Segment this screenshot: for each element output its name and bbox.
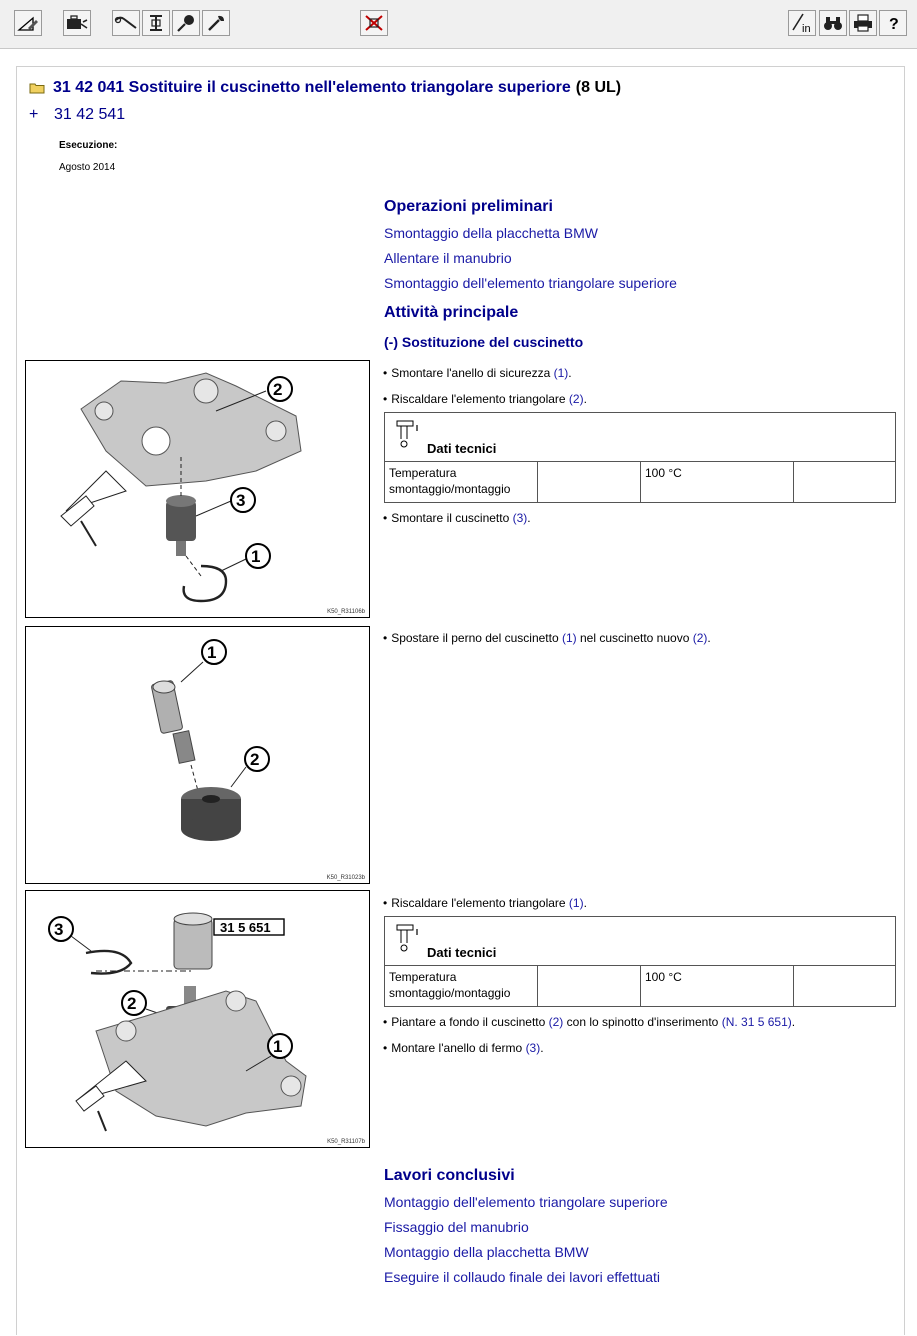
binoculars-button[interactable] (819, 10, 847, 36)
tech-data-title-1: Dati tecnici (427, 441, 497, 456)
step-2: • Riscaldare l'elemento triangolare (2). (383, 392, 587, 406)
document-pane (16, 66, 905, 1335)
tech-data-box-1 (384, 412, 896, 503)
toolbar (0, 0, 917, 49)
screwdriver-button[interactable] (172, 10, 200, 36)
step-6: • Piantare a fondo il cuscinetto (2) con lo spinotto d'inserimento (N. 31 5 651). (383, 1015, 796, 1029)
expand-plus[interactable]: + (29, 106, 39, 123)
tech-data-title-2: Dati tecnici (427, 945, 497, 960)
figure-1-label-1: 1 (251, 547, 261, 566)
figure-3-label-1: 1 (273, 1037, 283, 1056)
final-heading: Lavori conclusivi (384, 1167, 515, 1184)
folder-icon (29, 82, 45, 94)
figure-1-drawing (26, 361, 371, 619)
work-units: (8 UL) (575, 79, 622, 96)
figure-1-label-3: 3 (236, 491, 246, 510)
final-link-2[interactable]: Fissaggio del manubrio (384, 1219, 529, 1235)
help-icon (883, 13, 903, 33)
step-7-ref[interactable]: (3) (525, 1041, 541, 1055)
figure-3-label-3: 3 (54, 920, 64, 939)
figure-1-label-2: 2 (273, 380, 283, 399)
spanner-button[interactable] (202, 10, 230, 36)
final-link-4[interactable]: Eseguire il collaudo finale dei lavori effettuati (384, 1269, 661, 1285)
execution-label: Esecuzione: (59, 140, 118, 151)
document-code: 31 42 041 (53, 79, 125, 96)
triangle-edit-icon (17, 14, 39, 32)
prelim-link-3[interactable]: Smontaggio dell'elemento triangolare superiore (384, 275, 677, 291)
print-button[interactable] (849, 10, 877, 36)
prelim-link-1[interactable]: Smontaggio della placchetta BMW (384, 225, 598, 241)
figure-1-code: K50_R31106b (327, 609, 365, 615)
figure-2-label-2: 2 (250, 750, 260, 769)
tech-data-icon (395, 923, 423, 955)
toolbox-button[interactable] (63, 10, 91, 36)
step-3-ref[interactable]: (3) (512, 511, 528, 525)
print-icon (852, 13, 874, 33)
step-1: • Smontare l'anello di sicurezza (1). (383, 366, 572, 380)
final-link-1[interactable]: Montaggio dell'elemento triangolare superiore (384, 1194, 668, 1210)
figure-2-code: K50_R31023b (326, 875, 365, 881)
tech-value-2: 100 °C (641, 966, 794, 1006)
figure-1 (25, 360, 370, 618)
screwdriver-icon (175, 13, 197, 33)
step-5-ref[interactable]: (1) (568, 896, 584, 910)
step-6-ref-1[interactable]: (2) (548, 1015, 564, 1029)
tools-cross-icon (363, 13, 385, 33)
prelim-link-2[interactable]: Allentare il manubrio (384, 250, 512, 266)
spanner-icon (205, 13, 227, 33)
final-link-3[interactable]: Montaggio della placchetta BMW (384, 1244, 589, 1260)
figure-3 (25, 890, 370, 1148)
wrench-button[interactable] (112, 10, 140, 36)
triangle-edit-button[interactable] (14, 10, 42, 36)
step-4: • Spostare il perno del cuscinetto (1) nel cuscinetto nuovo (2). (383, 631, 711, 645)
related-code-row[interactable] (29, 106, 125, 124)
torque-button[interactable] (142, 10, 170, 36)
main-heading: Attività principale (384, 304, 519, 321)
main-subheading: (-) Sostituzione del cuscinetto (384, 334, 584, 350)
step-4-ref-2[interactable]: (2) (692, 631, 708, 645)
torque-icon (146, 13, 166, 33)
figure-2-label-1: 1 (207, 643, 217, 662)
prelim-heading: Operazioni preliminari (384, 198, 553, 215)
step-1-ref[interactable]: (1) (553, 366, 569, 380)
tech-value-1: 100 °C (641, 462, 794, 502)
document-title (29, 79, 621, 97)
binoculars-icon (822, 13, 844, 33)
toolbox-icon (65, 14, 89, 32)
execution-date: Agosto 2014 (59, 162, 116, 173)
measure-in-button[interactable] (788, 10, 816, 36)
figure-3-code: K50_R31107b (327, 1139, 365, 1145)
step-3: • Smontare il cuscinetto (3). (383, 511, 531, 525)
figure-3-label-2: 2 (127, 994, 137, 1013)
step-7: • Montare l'anello di fermo (3). (383, 1041, 544, 1055)
help-button[interactable] (879, 10, 907, 36)
tech-param-1: Temperatura smontaggio/montaggio (385, 462, 538, 502)
tech-param-2: Temperatura smontaggio/montaggio (385, 966, 538, 1006)
step-6-ref-2[interactable]: (N. 31 5 651) (721, 1015, 792, 1029)
svg-text:?: ? (889, 16, 899, 33)
step-5: • Riscaldare l'elemento triangolare (1). (383, 896, 587, 910)
step-4-ref-1[interactable]: (1) (561, 631, 577, 645)
document-title-text: Sostituire il cuscinetto nell'elemento triangolare superiore (128, 79, 571, 96)
measure-in-icon (790, 12, 814, 34)
figure-2 (25, 626, 370, 884)
related-code[interactable]: 31 42 541 (54, 106, 126, 123)
figure-2-drawing (26, 627, 371, 885)
step-2-ref[interactable]: (2) (568, 392, 584, 406)
svg-text:in: in (802, 23, 811, 34)
tools-cross-button[interactable] (360, 10, 388, 36)
tech-data-box-2 (384, 916, 896, 1007)
wrench-icon (114, 14, 138, 32)
figure-3-tool-label: 31 5 651 (220, 920, 271, 935)
tech-data-icon (395, 419, 423, 451)
figure-3-drawing (26, 891, 371, 1149)
